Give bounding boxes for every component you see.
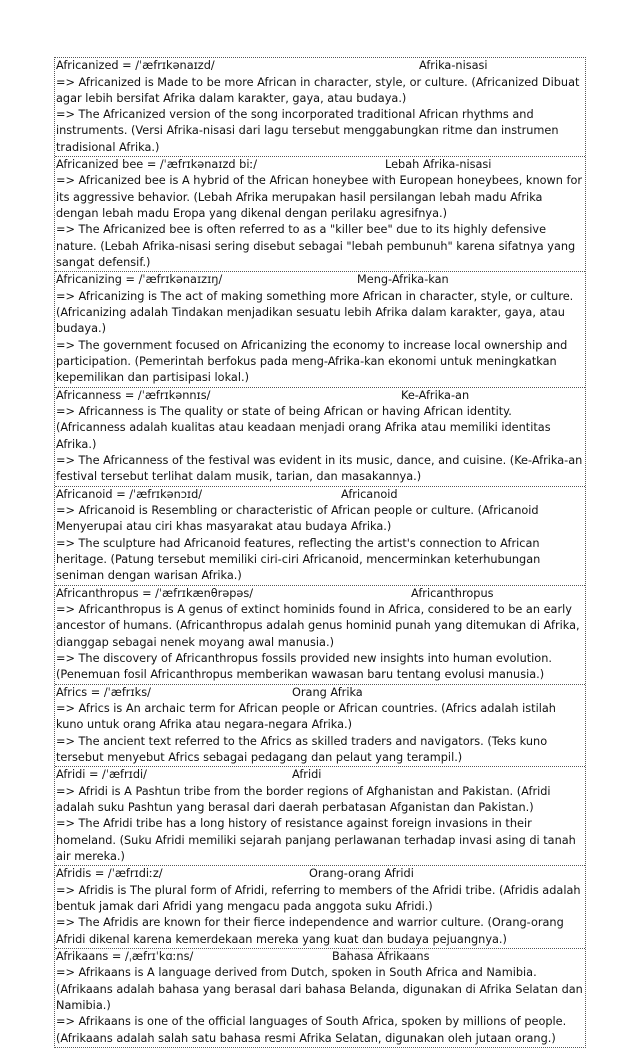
dictionary-entry — [55, 272, 585, 387]
entry-translation: Orang Afrika — [292, 685, 363, 699]
dictionary-entries — [54, 57, 586, 1048]
dictionary-entry — [55, 866, 585, 949]
entry-translation: Afrika-nisasi — [419, 59, 488, 72]
entry-definition: => Africs is An archaic term for African people or African countries. (Africs adalah istilah kuno untuk orang Afrika atau negara-negara Afrika.) — [56, 702, 556, 732]
entry-header — [56, 388, 585, 405]
dictionary-entry — [55, 388, 585, 487]
dictionary-entry — [55, 767, 585, 866]
entry-headword: Africanthropus = /ˈæfrɪkænθrəpəs/ — [56, 586, 254, 600]
entry-header — [56, 58, 585, 75]
entry-example: => The ancient text referred to the Africs as skilled traders and navigators. (Teks kuno tersebut menyebut Africs sebagai pedagang dan pelaut yang terampil.) — [56, 734, 548, 764]
entry-headword: Africanized = /ˈæfrɪkənaɪzd/ — [56, 59, 215, 72]
entry-definition: => Africanized bee is A hybrid of the African honeybee with European honeybees, known for its aggressive behavior. (Lebah Afrika merupakan hasil persilangan lebah madu Afrika dengan lebah madu Eropa yang dikenal dengan perilaku agresifnya.) — [56, 174, 583, 221]
entry-header — [56, 767, 585, 784]
entry-headword: Africanness = /ˈæfrɪkənnɪs/ — [56, 388, 211, 402]
entry-translation: Africanoid — [341, 487, 398, 501]
entry-translation: Bahasa Afrikaans — [332, 949, 430, 963]
entry-translation: Lebah Afrika-nisasi — [385, 157, 492, 171]
dictionary-entry — [55, 949, 585, 1047]
entry-header — [56, 685, 585, 702]
entry-header — [56, 949, 585, 966]
dictionary-entry — [55, 487, 585, 586]
entry-headword: Africs = /ˈæfrɪks/ — [56, 685, 151, 699]
entry-example: => The government focused on Africanizing the economy to increase local ownership and participation. (Pemerintah berfokus pada meng-Afrika-kan ekonomi untuk meningkatkan kepemilikan dan partisipasi lokal.) — [56, 338, 568, 385]
entry-headword: Africanizing = /ˈæfrɪkənaɪzɪŋ/ — [56, 273, 223, 287]
entry-definition: => Afridis is The plural form of Afridi, referring to members of the Afridi tribe. (Afridis adalah bentuk jamak dari Afridi yang mengacu pada anggota suku Afridi.) — [56, 883, 581, 913]
entry-header — [56, 586, 585, 603]
entry-translation: Africanthropus — [411, 586, 494, 600]
entry-translation: Meng-Afrika-kan — [357, 273, 449, 287]
entry-translation: Orang-orang Afridi — [309, 867, 414, 881]
entry-example: => The discovery of Africanthropus fossils provided new insights into human evolution. (Penemuan fosil Africanthropus memberikan wawasan baru tentang evolusi manusia.) — [56, 651, 552, 682]
entry-definition: => Africanoid is Resembling or characteristic of African people or culture. (Africanoid Menyerupai atau ciri khas masyarakat atau budaya Afrika.) — [56, 504, 539, 534]
dictionary-entry — [55, 586, 585, 685]
entry-translation: Ke-Afrika-an — [401, 388, 470, 402]
entry-translation: Afridi — [292, 768, 322, 782]
entry-headword: Afrikaans = /ˌæfrɪˈkɑːns/ — [56, 949, 194, 963]
entry-header — [56, 487, 585, 504]
entry-example: => The Afridi tribe has a long history of resistance against foreign invasions in their homeland. (Suku Afridi memiliki sejarah panjang perlawanan terhadap invasi asing di tanah air mereka.) — [56, 817, 576, 863]
entry-example: => The Africanized version of the song incorporated traditional African rhythms and instruments. (Versi Afrika-nisasi dari lagu tersebut menggabungkan ritme dan instrumen tradisional Afrika.) — [56, 108, 559, 154]
entry-headword: Afridi = /ˈæfrɪdi/ — [56, 768, 147, 782]
entry-example: => The Afridis are known for their fierce independence and warrior culture. (Orang-orang Afridi dikenal karena kemerdekaan mereka yang kuat dan budaya pejuangnya.) — [56, 916, 564, 946]
entry-header — [56, 157, 585, 174]
entry-definition: => Afrikaans is A language derived from Dutch, spoken in South Africa and Namibia. (Afrikaans adalah bahasa yang berasal dari bahasa Belanda, digunakan di Afrika Selatan dan Namibia.) — [56, 966, 583, 1012]
entry-definition: => Africanized is Made to be more African in character, style, or culture. (Africanized Dibuat agar lebih bersifat Afrika dalam karakter, gaya, atau budaya.) — [56, 75, 580, 105]
entry-headword: Africanoid = /ˈæfrɪkənɔɪd/ — [56, 487, 203, 501]
entry-definition: => Africanthropus is A genus of extinct hominids found in Africa, considered to be an early ancestor of humans. (Africanthropus adalah genus hominid punah yang ditemukan di Afrika, dianggap sebagai nenek moyang awal manusia.) — [56, 603, 580, 649]
entry-header — [56, 272, 585, 289]
entry-definition: => Africanness is The quality or state of being African or having African identity. (Africanness adalah kualitas atau keadaan menjadi orang Afrika atau memiliki identitas Afrika.) — [56, 405, 551, 451]
entry-definition: => Afridi is A Pashtun tribe from the border regions of Afghanistan and Pakistan. (Afridi adalah suku Pashtun yang berasal dari daerah perbatasan Afganistan dan Pakistan.) — [56, 784, 551, 814]
dictionary-entry — [55, 157, 585, 272]
entry-headword: Africanized bee = /ˈæfrɪkənaɪzd biː/ — [56, 157, 258, 171]
entry-header — [56, 866, 585, 883]
entry-example: => The Africanness of the festival was evident in its music, dance, and cuisine. (Ke-Afrika-an festival tersebut terlihat dalam musik, tarian, dan masakannya.) — [56, 453, 583, 484]
dictionary-entry — [55, 685, 585, 768]
entry-example: => Afrikaans is one of the official languages of South Africa, spoken by millions of people. (Afrikaans adalah salah satu bahasa resmi Afrika Selatan, digunakan oleh jutaan orang.) — [56, 1015, 567, 1045]
entry-headword: Afridis = /ˈæfrɪdiːz/ — [56, 867, 163, 881]
entry-example: => The sculpture had Africanoid features, reflecting the artist's connection to African heritage. (Patung tersebut memiliki ciri-ciri Africanoid, mencerminkan keterhubungan seniman dengan warisan Afrika.) — [56, 536, 541, 583]
dictionary-entry — [55, 58, 585, 157]
entry-definition: => Africanizing is The act of making something more African in character, style, or culture. (Africanizing adalah Tindakan menjadikan sesuatu lebih Afrika dalam karakter, gaya, atau budaya.) — [56, 289, 574, 336]
entry-example: => The Africanized bee is often referred to as a "killer bee" due to its highly defensive nature. (Lebah Afrika-nisasi sering disebut sebagai "lebah pembunuh" karena sifatnya yang sangat defensif.) — [56, 223, 576, 269]
